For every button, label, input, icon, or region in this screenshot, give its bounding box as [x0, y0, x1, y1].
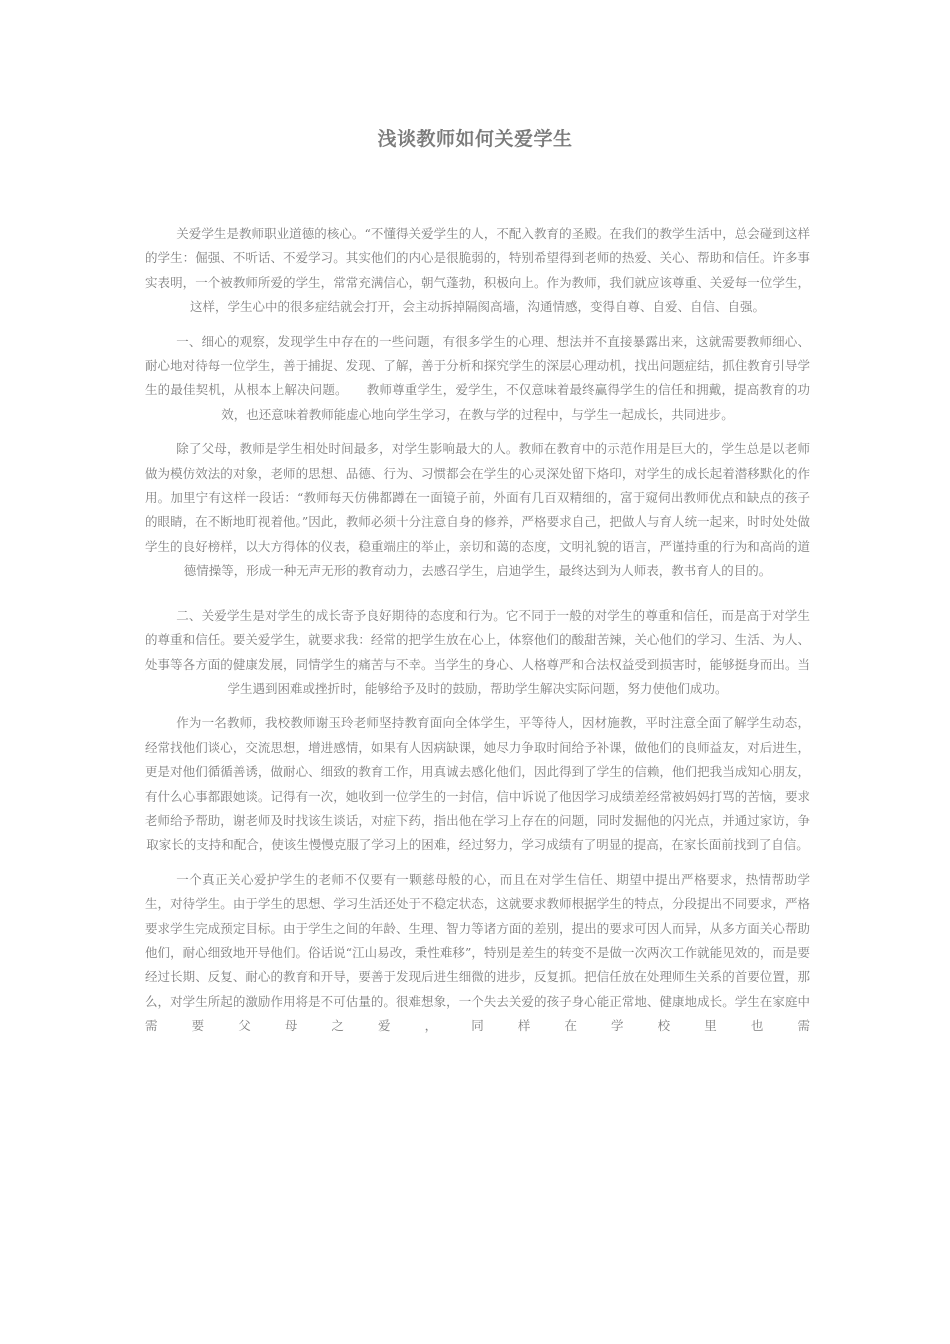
document-body — [145, 222, 810, 1049]
paragraph-observation: 一、细心的观察，发现学生中存在的一些问题，有很多学生的心理、想法并不直接暴露出来，这就需要教师细心、耐心地对待每一位学生，善于捕捉、发现、了解，善于分析和探究学生的深层心理动机，找出问题症结，抓住教育引导学生的最佳契机，从根本上解决问题。 教师尊重学生，爱学生，不仅意味着最终赢得学生的信任和拥戴，提高教育的功效，也还意味着教师能虚心地向学生学习，在教与学的过程中，与学生一起成长，共同进步。 — [145, 333, 810, 422]
paragraph-strict-love: 一个真正关心爱护学生的老师不仅要有一颗慈母般的心，而且在对学生信任、期望中提出严格要求，热情帮助学生，对待学生。由于学生的思想、学习生活还处于不稳定状态，这就要求教师根据学生的特点，分段提出不同要求，严格要求学生完成预定目标。由于学生之间的年龄、生理、智力等诸方面的差别，提出的要求可因人而异，从多方面关心帮助他们，耐心细致地开导他们。俗话说“江山易改，秉性难移”，特别是差生的转变不是做一次两次工作就能见效的，而是要经过长期、反复、耐心的教育和开导，要善于发现后进生细微的进步，反复抓。把信任放在处理师生关系的首要位置，那么，对学生所起的激励作用将是不可估量的。很难想象，一个失去关爱的孩子身心能正常地、健康地成长。学生在家庭中需要父母之爱，同样在学校里也需 — [145, 871, 810, 1034]
document-title: 浅谈教师如何关爱学生 — [377, 128, 573, 150]
paragraph-intro: 关爱学生是教师职业道德的核心。“不懂得关爱学生的人，不配入教育的圣殿。在我们的教学生活中，总会碰到这样的学生：倔强、不听话、不爱学习。其实他们的内心是很脆弱的，特别希望得到老师的热爱、关心、帮助和信任。许多事实表明，一个被教师所爱的学生，常常充满信心，朝气蓬勃，积极向上。作为教师，我们就应该尊重、关爱每一位学生，这样，学生心中的很多症结就会打开，会主动拆掉隔阂高墙，沟通情感，变得自尊、自爱、自信、自强。 — [145, 226, 810, 315]
paragraph-role-model: 除了父母，教师是学生相处时间最多，对学生影响最大的人。教师在教育中的示范作用是巨大的，学生总是以老师做为模仿效法的对象，老师的思想、品德、行为、习惯都会在学生的心灵深处留下烙印，对学生的成长起着潜移默化的作用。加里宁有这样一段话：“教师每天仿佛都蹲在一面镜子前，外面有几百双精细的，富于窥伺出教师优点和缺点的孩子的眼睛，在不断地盯视着他。”因此，教师必须十分注意自身的修养，严格要求自己，把做人与育人统一起来，时时处处做学生的良好榜样，以大方得体的仪表，稳重端庄的举止，亲切和蔼的态度，文明礼貌的语言，严谨持重的行为和高尚的道德情操等，形成一种无声无形的教育动力，去感召学生，启迪学生，最终达到为人师表，教书育人的目的。 — [145, 441, 810, 579]
paragraph-care-expectation: 二、关爱学生是对学生的成长寄予良好期待的态度和行为。它不同于一般的对学生的尊重和信任，而是高于对学生的尊重和信任。要关爱学生，就要求我：经常的把学生放在心上，体察他们的酸甜苦辣，关心他们的学习、生活、为人、处事等各方面的健康发展，同情学生的痛苦与不幸。当学生的身心、人格尊严和合法权益受到损害时，能够挺身而出。当学生遇到困难或挫折时，能够给予及时的鼓励，帮助学生解决实际问题，努力使他们成功。 — [145, 607, 810, 696]
paragraph-teacher-example: 作为一名教师，我校教师谢玉玲老师坚持教育面向全体学生，平等待人，因材施教，平时注意全面了解学生动态，经常找他们谈心，交流思想，增进感情，如果有人因病缺课，她尽力争取时间给予补课，做他们的良师益友，对后进生，更是对他们循循善诱，做耐心、细致的教育工作，用真诚去感化他们，因此得到了学生的信赖，他们把我当成知心朋友，有什么心事都跟她谈。记得有一次，她收到一位学生的一封信，信中诉说了他因学习成绩差经常被妈妈打骂的苦恼，要求老师给予帮助，谢老师及时找该生谈话，对症下药，指出他在学习上存在的问题，同时发掘他的闪光点，并通过家访，争取家长的支持和配合，使该生慢慢克服了学习上的困难，经过努力，学习成绩有了明显的提高，在家长面前找到了自信。 — [145, 715, 810, 853]
